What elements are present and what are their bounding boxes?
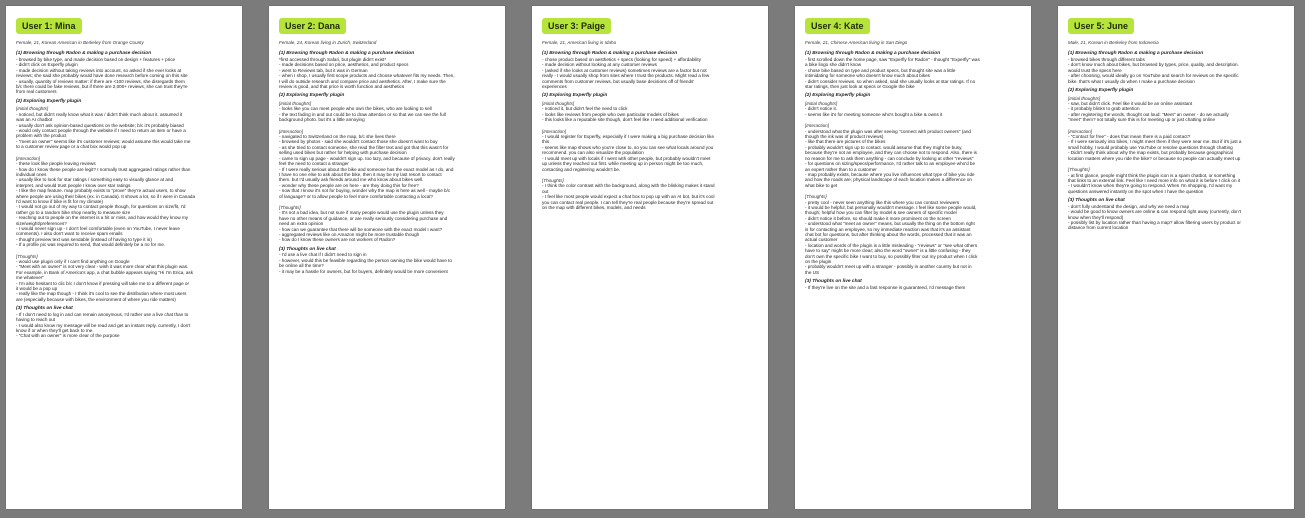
note-line: would trust the specs here [1068,67,1122,73]
user-subtitle: Male, 21, Korean in Berkeley from Indonesia [1068,40,1159,45]
section-heading: (2) Exploring Experfly plugin [805,93,871,99]
note-line: - don't fully understand the design, and why we need a map [1068,203,1190,209]
note-line: on the plugin [805,259,832,264]
note-line: - saw, but didn't click. Feel like it would be an online assistant [1068,101,1193,107]
note-line: - browsed bikes through different tabs [1068,57,1145,62]
note-line: - I'm also hesitant to clic b/c I don't know if pressing will take me to a different page or [16,280,189,286]
note-line: be online all the time? [279,263,324,269]
note-line: because they're not an employee, and they can choose not to respond. Also, there is [805,150,977,156]
user-title-tag: User 3: Paige [542,18,611,34]
spacer [542,172,758,176]
note-line: contacting and registering wouldn't be. [542,166,621,172]
note-line: intimidating for someone who doesn't know much about bikes [805,73,930,79]
note-line: - seems like it's for meeting someone who's bought a bike & owns it [805,111,943,117]
note-line: - If they're live on the site and a fast response is guaranteed, I'd message them [805,284,966,290]
note-line: - it would be helpful, but personally wouldn't message. I feel like some people would, [805,204,977,210]
note-line: - came to sign up page - wouldn't sign up. too lazy, and because of privacy. don't really [279,155,455,161]
section-heading: (2) Exploring Experfly plugin [542,93,608,99]
subsection-label: [Thoughts] [542,177,564,183]
note-line: b/c there could be fake reviews, but if there are 2,000+ reviews, she can trust they're [16,84,188,90]
note-line: to a customer review page or a chat box would pop up [16,144,127,150]
spacer [279,199,495,203]
note-line: of language? or to allow people to feel more comfortable contacting a local? [279,193,433,199]
note-line: though the ink was of product reviews) [805,134,884,140]
note-line: don't own the specific bike I want to buy, so possibly filter out my product when I click [805,253,978,259]
note-line: - browsed by bike type, and made decision based on design + features + price [16,57,176,62]
note-line: - however, would this be feasible regarding the person owning the bike would have to [279,257,452,263]
note-line: - Didn't really think about why the map exists, but probably because geographical [1068,150,1233,156]
note-line: - didn't consider reviews. so when asked, said she usually looks at star ratings. If no [805,78,976,84]
note-line: - thought preview text was sendable (instead of having to type it in) [16,236,152,242]
spacer [279,123,495,127]
note-line: - after registering the words, thought out loud: "Meet" an owner - do we actually [1068,111,1229,117]
page-user-5 [1058,6,1294,509]
note-line: - when I shop, I usually first scope products and choose whatever fits my needs. Then, [279,73,455,79]
note-line: a bike lingo she didn't know [805,62,862,68]
note-line: - usually don't ask opinion-based questions on the website; b/c it's probably biased [16,122,184,128]
note-line: are (especially because with bikes, the environment of where you ride matters) [16,296,176,302]
note-line: - how can we guarantee that there will be someone with the exact model I want? [279,226,443,232]
note-line: - made decision without looking at any customer reviews [542,62,657,68]
note-line: - I would register for Experfly, especially if I were making a big purchase decision like [542,134,715,140]
note-line: and how the roads are; physical landscape of each location makes a difference on [805,177,972,183]
note-line: comments). I also don't want to receive spam emails [16,231,123,237]
note-line: me whatever" [16,275,44,281]
note-line: out [542,188,549,194]
note-line: I'd want to know if bike is fit for my climate) [16,198,103,204]
note-line: - If a profile pic was required to send, that would definitely be a no for me. [16,242,166,248]
note-line: - If I don't need to log in and can remain anonymous, I'd rather use a live chat than to [16,311,189,317]
note-line: - usually, quantity of reviews matter: if there are <100 reviews, she disregards them [16,78,185,84]
note-line: - I like the map feature. map probably exists to "prove" they're actual users, to show [16,188,186,194]
note-line: them. but I'd usually ask friends around me who know about bikes well. [279,177,424,183]
note-line: distance from current location [1068,225,1129,231]
note-line: know if or when they'll get back to me. [16,328,94,334]
note-line: "meet" them? not totally sure this is for meeting up or just chatting online [1068,117,1216,123]
note-line: - "meet an owner" seems like it's customer reviews; would assume this would take me [16,138,191,144]
note-line: - how do I know these owners are not workers of Radon? [279,237,396,243]
note-line: review is good, and that price is worth function and aesthetics [279,84,405,90]
note-line: know when they'll respond) [1068,214,1124,220]
note-line: recommend. you can also visualize the population [542,150,644,156]
note-line: - seems like map shows who you're close to, so you can see what locals around you [542,144,714,150]
note-line: - I'd use a live chat if I didn't need to sign in [279,252,367,258]
note-line: - "Chat with an owner" is more clear of the purpose [16,333,120,339]
user-subtitle: Female, 21, American living in Idaho [542,40,617,45]
user-title-tag: User 1: Mina [16,18,82,34]
subsection-label: [Interaction] [279,128,304,134]
note-line: - at first glance, people might think the plugin icon is a spam chatbot, or something [1068,172,1236,178]
note-line: - If I were really serious about the bike and someone has the exact model as I do, and [279,166,454,172]
note-line: - I feel like most people would expect a chat box to pop up with an AI bot, but it's cool [542,194,715,200]
subsection-label: [Initial thoughts] [805,101,838,107]
spacer [805,188,1021,192]
note-line: - didn't notice it before, so should make it more prominent on the screen [805,215,951,221]
note-line: - went to Reviews tab, but it was in German [279,67,368,73]
note-line: - like that there are pictures of the bikes [805,139,886,145]
section-heading: (3) Thoughts on live chat [279,246,336,252]
note-line: - for questions on sizing/specs/performance, I'd rather talk to an employee who'd be [805,161,976,167]
note-line: interpret, and would trust people I know over star ratings [16,182,131,188]
section-heading: (1) Browsing through Radon & making a purchase decision [1068,51,1204,57]
subsection-label: [Interaction] [542,128,567,134]
note-line: - looks like you can meet people who own the bikes, who are looking to sell [279,106,432,112]
note-line: - browsed by photos - said she wouldn't contact those she doesn't want to buy [279,139,438,145]
subsection-label: [Interaction] [16,155,41,161]
note-line: questions answered instantly on the spot when I have the question [1068,188,1204,194]
note-line: - don't know much about bikes, but browsed by types, price, quality, and description. [1068,62,1239,68]
note-line: actual customer [805,237,838,243]
note-line: - I would not go out of my way to contact people though, for questions on size/fit, I'd [16,204,186,210]
note-line: have to say" might be more clear; also the word "owner" is a little confusing - they [805,248,971,254]
section-heading: (3) Thoughts on live chat [16,306,73,312]
note-line: - I think the color contrast with the background, along with the blinking makes it stand [542,183,715,189]
note-line: *first accessed through Safari, but plugin didn't exist* [279,57,387,62]
subsection-label: [Thoughts] [1068,167,1090,173]
note-line: that links to an external link. Feel like I need more info on what it is before I click on it [1068,177,1241,183]
section-heading: (3) Thoughts on live chat [1068,198,1125,204]
note-line: For example, in Bank of America's app, a chat bubble appears saying "Hi I'm Erica, ask [16,269,194,275]
note-line: - as she tried to contact someone, she read the filter text and got that this wasn't for [279,144,449,150]
note-line: problem with the product [16,133,67,139]
page-user-2 [269,6,505,509]
note-line: experiences [542,84,567,90]
note-line: location matters where you ride the bike? or because so people can actually meet up [1068,155,1241,161]
note-line: it would be a pop up [16,286,58,292]
note-line: - would only contact people through the website if I need to return an item or have a [16,128,186,134]
note-line: bike. that's what I usually do when I make a purchase decision [1068,78,1195,84]
note-line: - now that I know it's not for buying, wonder why the map is here as well - maybe b/c [279,188,451,194]
note-line: - made decisions based on price, aesthetics, and product specs [279,62,409,68]
subsection-label: [Initial thoughts] [542,101,575,107]
note-line: - understood what the plugin was after seeing "connect with product owners" (and [805,128,971,134]
user-title-tag: User 5: June [1068,18,1134,34]
note-line: up unless they reached out first. while meeting up in person might be too much, [542,161,704,167]
note-line: - would use plugin only if I can't find anything on Google [16,259,130,264]
note-line: though; helpful how you can filter by model & see owners of specific model [805,210,957,216]
note-line: - map probably exists, because where you live influences what type of bike you ride [805,171,975,177]
note-line: where people are using their bikes (ex. in Canada). It shows a lot, so if I were in Canada [16,193,195,199]
page-user-1 [6,6,242,509]
note-line: - "Contact for free" - does that mean there is a paid contact? [1068,134,1191,140]
section-heading: (3) Thoughts on live chat [805,279,862,285]
section-heading: (1) Browsing through Radon & making a purchase decision [16,51,152,57]
note-line: - It's not a bad idea, but not sure if many people would use the plugin unless they [279,210,444,216]
note-line: small hobby, I would probably use YouTube or resolve questions through chatting [1068,144,1233,150]
note-line: - noticed, but didn't really know what it was / didn't think much about it. assumed it [16,111,183,117]
note-line: - navigated to Switzerland on the map, b/c she lives there [279,134,396,140]
user-subtitle: Female, 21, Korean American in Berkeley from Orange County [16,40,144,45]
user-subtitle: Female, 24, Korean living in Zurich, Switzerland [279,40,377,45]
note-line: - usually like to look for star ratings / something easy to visually glance at and [16,177,174,183]
note-line: this [542,139,550,145]
spacer [1068,161,1284,165]
note-line: - didn't click on Experfly plugin [16,62,78,68]
section-heading: (1) Browsing through Radon & making a purchase decision [279,51,415,57]
page-user-4 [795,6,1031,509]
note-line: - looks like reviews from people who own particular models of bikes [542,111,679,117]
note-line: - (asked if she looks at customer reviews) sometimes reviews are a factor but not [542,67,707,73]
user-title-tag: User 4: Kate [805,18,870,34]
note-line: - chose product based on aesthetics + specs (looking for speed) + affordability [542,57,702,62]
note-line: - possibly list by location rather than having a map? allow filtering users by product or [1068,219,1241,225]
section-heading: (1) Browsing through Radon & making a purchase decision [542,51,678,57]
note-line: an expert rather than to a customer [805,166,877,172]
note-line: - it may be a hassle for owners, but for buyers, definitely would be more convenient [279,268,448,274]
note-line: from real customers [16,89,57,95]
note-line: - I wouldn't know when they're going to respond. When I'm shopping, I'd want my [1068,183,1233,189]
note-line: - I would never sign up - I don't feel comfortable (even on YouTube, I never leave [16,225,180,231]
note-line: have no other means of guidance, or are really seriously considering purchase and [279,215,448,221]
note-line: reviews; she said she probably would have done research before coming on this site [16,73,188,79]
note-line: - really like the map though - I think it's cool to see the distribution where most users [16,291,187,297]
section-heading: (2) Exploring Experfly plugin [1068,88,1134,94]
note-line: the US [805,269,820,275]
subsection-label: [Initial thoughts] [16,106,49,112]
note-line: - didn't notice it. [805,106,838,112]
subsection-label: [Thoughts] [16,253,38,259]
note-line: - how do I know these people are legit? I normally trust aggregated ratings rather than [16,166,191,172]
spacer [16,248,232,252]
section-heading: (2) Exploring Experfly plugin [279,93,345,99]
note-line: - made decision without taking reviews into account, so asked if she ever looks at [16,67,182,73]
note-line: on the map with different bikes, models, and needs [542,204,646,210]
note-line: - understood what "meet an owner" means, but usually the thing on the bottom right [805,221,975,227]
note-line: individual ones [16,171,47,177]
note-line: - this looks like a reputable site though, don't feel like I need additional verification [542,117,708,123]
note-line: - I would meet up with locals if I went with other people, but probably wouldn't meet [542,155,711,161]
note-line: - these look like people leaving reviews [16,161,96,167]
note-line: - I would also know my message will be read and get an instant reply. currently, I don't [16,322,191,328]
subsection-label: [Initial thoughts] [1068,95,1101,101]
note-line: you can contact real people. I can tell they're real people because they're spread out [542,199,714,205]
note-line: what bike to get [805,182,838,188]
subsection-label: [Interaction] [1068,128,1093,134]
subsection-label: [Thoughts] [805,194,827,200]
note-line: is for contacting an employee, so my immediate reaction was that it's an assistant [805,226,971,232]
note-line: - wonder why these people are on here - are they doing this for free? [279,182,419,188]
note-line: having to reach out [16,317,56,323]
note-line: background photo. but it's a little annoying [279,117,365,123]
note-line: really - I would usually shop from sites where I trust the products. Might read a few [542,73,710,79]
note-line: I have no one else to ask about the bike, then it may be my last resort to contact [279,171,442,177]
subsection-label: [Interaction] [805,123,830,129]
note-line: - aggregated reviews like on Amazon might be more trustable though [279,231,420,237]
note-line: - first scrolled down the home page, saw "Experfly for Radon" - thought "Experfly" was [805,57,980,62]
note-line: chat bot for questions, but after thinking about the words, processed that it was an [805,231,972,237]
note-line: - chose bike based on type and product specs, but thought site was a little [805,67,956,73]
note-line: - probably wouldn't meet up with a stranger - possibly in another country but not in [805,264,972,270]
section-heading: (1) Browsing through Radon & making a purchase decision [805,51,941,57]
spacer [1068,123,1284,127]
note-line: - reaching out to people on the internet is a hit or miss, and how would they know my [16,215,189,221]
note-line: - "Meet with an owner" is not very clear - wish it was more clear what this plugin was. [16,264,189,270]
note-line: size/weight/preferences? [16,220,67,226]
note-line: - pretty cool - never seen anything like this where you can contact reviewers [805,199,960,205]
note-line: need an extra opinion [279,221,324,227]
spacer [542,123,758,127]
user-title-tag: User 2: Dana [279,18,346,34]
note-line: feel the need to contact a stranger [279,161,349,167]
note-line: selling used bikes but rather for helping with purchase decision [279,150,407,156]
note-line: - probably wouldn't sign up to contact. would assume that they might be busy, [805,144,963,150]
note-line: was an AI chatbot [16,117,53,123]
note-line: - would be good to know owners are online & can respond right away (currently, don't [1068,209,1241,215]
note-line: rather go to a random bike shop nearby to measure size [16,209,131,215]
note-line: - after choosing, would ideally go on YouTube and search for reviews on the specific [1068,73,1239,79]
note-line: - the text fading in and out could be to draw attention or so that we can see the full [279,111,446,117]
subsection-label: [Thoughts] [279,204,301,210]
note-line: - location and words of the plugin is a little misleading - "reviews" or "see what others [805,242,978,248]
spacer [16,150,232,154]
note-line: - it probably blinks to grab attention [1068,106,1140,112]
note-line: - If I were seriously into bikes, I might meet them if they were near me. But if it's just a [1068,139,1242,145]
note-line: - noticed it, but didn't feel the need to click [542,106,628,112]
note-line: comments from customer reviews, but usually base decisions off of friends' [542,78,695,84]
subsection-label: [Initial thoughts] [279,101,312,107]
page-user-3 [532,6,768,509]
note-line: no reason for me to ask them anything - can conclude by looking at other "reviews" [805,155,974,161]
user-subtitle: Female, 21, Chinese American living in San Diego [805,40,908,45]
note-line: star ratings, then just look at specs or Google the bike [805,84,915,90]
note-line: I will do outside research and compare price and aesthetics. After, I make sure the [279,78,446,84]
section-heading: (2) Exploring Experfly plugin [16,98,82,104]
spacer [805,117,1021,121]
